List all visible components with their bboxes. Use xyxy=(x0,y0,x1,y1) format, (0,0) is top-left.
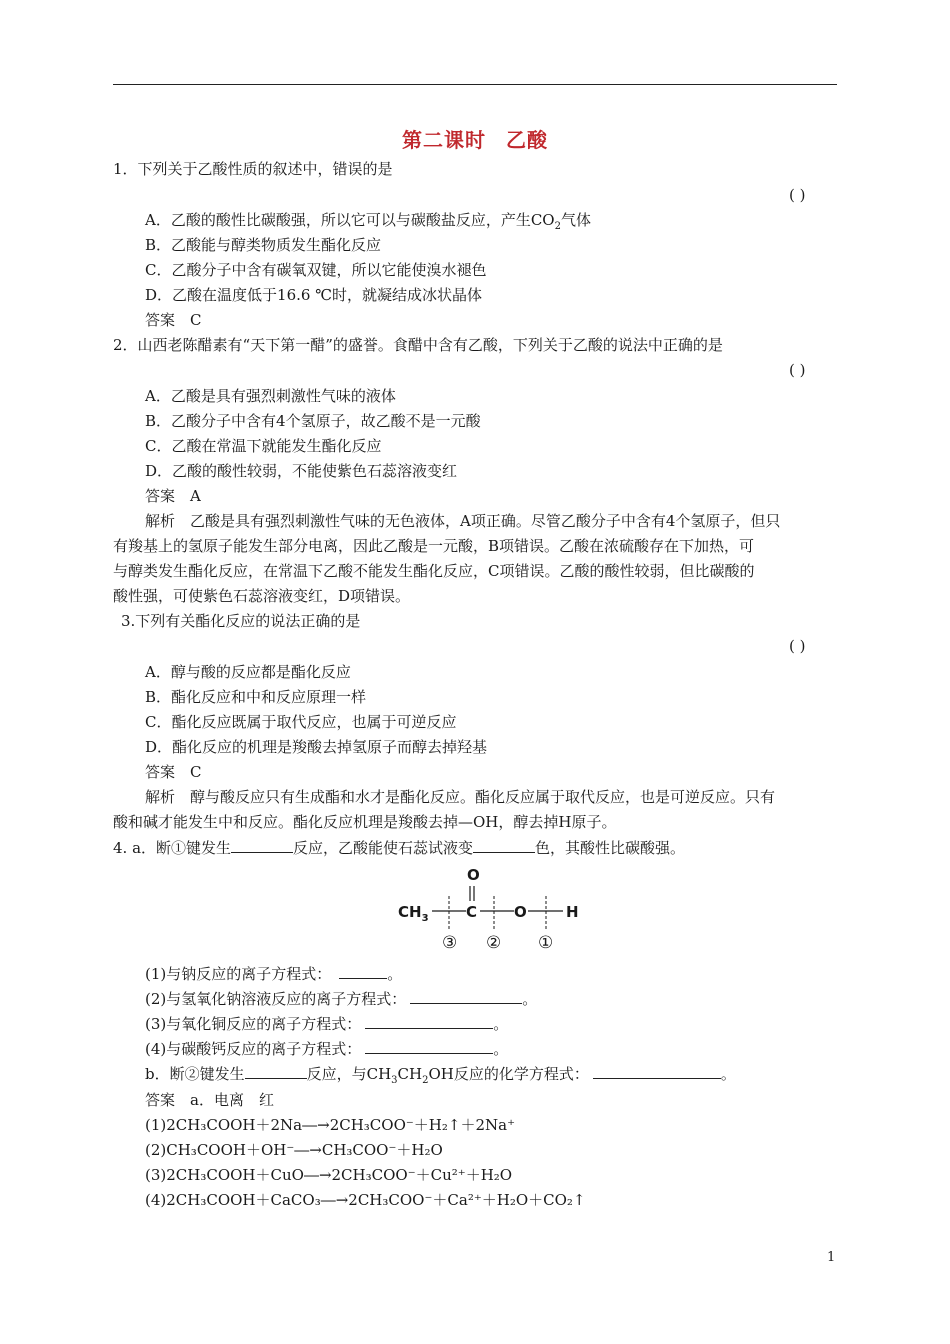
q3-stem: 3.下列有关酯化反应的说法正确的是 xyxy=(121,612,361,630)
q3-explanation-line1: 解析 醇与酸反应只有生成酯和水才是酯化反应。酯化反应属于取代反应，也是可逆反应。只有 xyxy=(145,788,776,806)
blank-sub3[interactable] xyxy=(365,1014,493,1029)
q2-explanation-line3: 与醇类发生酯化反应，在常温下乙酸不能发生酯化反应，C项错误。乙酸的酸性较弱，但比碳酸的 xyxy=(113,562,755,580)
bond-label-3: ③ xyxy=(442,933,458,953)
acetic-acid-structure xyxy=(388,860,608,956)
q1-option-a: A．乙酸的酸性比碳酸强，所以它可以与碳酸盐反应，产生$CO_2$气体 xyxy=(145,211,592,232)
q3-option-a: A．醇与酸的反应都是酯化反应 xyxy=(145,663,351,681)
q1-option-b: B．乙酸能与醇类物质发生酯化反应 xyxy=(145,236,382,254)
q4-sub3: (3)与氧化铜反应的离子方程式： 。 xyxy=(145,1015,509,1033)
blank-b-equation[interactable] xyxy=(593,1064,721,1079)
q2-stem: 2．山西老陈醋素有“天下第一醋”的盛誉。食醋中含有乙酸，下列关于乙酸的说法中正确的是 xyxy=(113,336,723,354)
bond-label-2: ② xyxy=(486,933,502,953)
q4-sub4: (4)与碳酸钙反应的离子方程式： 。 xyxy=(145,1040,509,1058)
q4-sub1: (1)与钠反应的离子方程式： 。 xyxy=(145,965,403,983)
page-number: 1 xyxy=(827,1250,836,1265)
hydrogen-atom: H xyxy=(566,903,579,921)
q4-equation-3: (3)2CH₃COOH＋CuO―→2CH₃COO⁻＋Cu²⁺＋H₂O xyxy=(145,1166,513,1184)
q3-option-c: C．酯化反应既属于取代反应，也属于可逆反应 xyxy=(145,713,457,731)
q2-explanation-line1: 解析 乙酸是具有强烈刺激性气味的无色液体，A项正确。尽管乙酸分子中含有4个氢原子，但只 xyxy=(145,512,781,530)
q4-part-a: 4. a．断①键发生 反应，乙酸能使石蕊试液变 色，其酸性比碳酸强。 xyxy=(113,839,686,857)
q4-part-b: b．断②键发生 反应，与$CH_3CH_2OH$反应的化学方程式： 。 xyxy=(145,1065,736,1086)
q3-option-d: D．酯化反应的机理是羧酸去掉氢原子而醇去掉羟基 xyxy=(145,738,488,756)
q2-explanation-line4: 酸性强，可使紫色石蕊溶液变红，D项错误。 xyxy=(113,587,411,605)
page-title: 第二课时 乙酸 xyxy=(402,128,548,152)
q3-answer: 答案 C xyxy=(145,763,202,781)
blank-sub4[interactable] xyxy=(365,1039,493,1054)
q1-paren: ( ) xyxy=(789,186,806,204)
q1-stem: 1．下列关于乙酸性质的叙述中，错误的是 xyxy=(113,160,393,178)
q4-equation-4: (4)2CH₃COOH＋CaCO₃―→2CH₃COO⁻＋Ca²⁺＋H₂O＋CO₂↑ xyxy=(145,1191,586,1209)
q1-option-c: C．乙酸分子中含有碳氧双键，所以它能使溴水褪色 xyxy=(145,261,487,279)
blank-sub1[interactable] xyxy=(339,964,387,979)
header-rule xyxy=(113,84,837,85)
carbonyl-oxygen: O xyxy=(467,866,480,884)
q2-option-b: B．乙酸分子中含有4个氢原子，故乙酸不是一元酸 xyxy=(145,412,481,430)
bond-label-1: ① xyxy=(538,933,554,953)
q4-answer: 答案 a．电离 红 xyxy=(145,1091,274,1109)
blank-sub2[interactable] xyxy=(410,989,522,1004)
q4-equation-1: (1)2CH₃COOH＋2Na―→2CH₃COO⁻＋H₂↑＋2Na⁺ xyxy=(145,1116,515,1134)
q2-option-a: A．乙酸是具有强烈刺激性气味的液体 xyxy=(145,387,396,405)
q2-answer: 答案 A xyxy=(145,487,201,505)
q2-option-d: D．乙酸的酸性较弱，不能使紫色石蕊溶液变红 xyxy=(145,462,458,480)
q3-option-b: B．酯化反应和中和反应原理一样 xyxy=(145,688,367,706)
q2-explanation-line2: 有羧基上的氢原子能发生部分电离，因此乙酸是一元酸，B项错误。乙酸在浓硫酸存在下加热，可 xyxy=(113,537,755,555)
q4-sub2: (2)与氢氧化钠溶液反应的离子方程式： 。 xyxy=(145,990,538,1008)
methyl-group: $CH_3$ xyxy=(398,903,429,924)
blank-b-reaction[interactable] xyxy=(245,1064,307,1079)
q1-answer: 答案 C xyxy=(145,311,202,329)
q2-option-c: C．乙酸在常温下就能发生酯化反应 xyxy=(145,437,382,455)
q3-explanation-line2: 酸和碱才能发生中和反应。酯化反应机理是羧酸去掉—OH，醇去掉H原子。 xyxy=(113,813,617,831)
q2-paren: ( ) xyxy=(789,361,806,379)
q4-equation-2: (2)CH₃COOH＋OH⁻―→CH₃COO⁻＋H₂O xyxy=(145,1141,443,1159)
blank-color[interactable] xyxy=(473,838,535,853)
q3-paren: ( ) xyxy=(789,637,806,655)
q1-option-d: D．乙酸在温度低于16.6 ℃时，就凝结成冰状晶体 xyxy=(145,286,482,304)
carboxyl-carbon: C xyxy=(466,903,478,921)
blank-reaction-type[interactable] xyxy=(231,838,293,853)
hydroxyl-oxygen: O xyxy=(514,903,527,921)
